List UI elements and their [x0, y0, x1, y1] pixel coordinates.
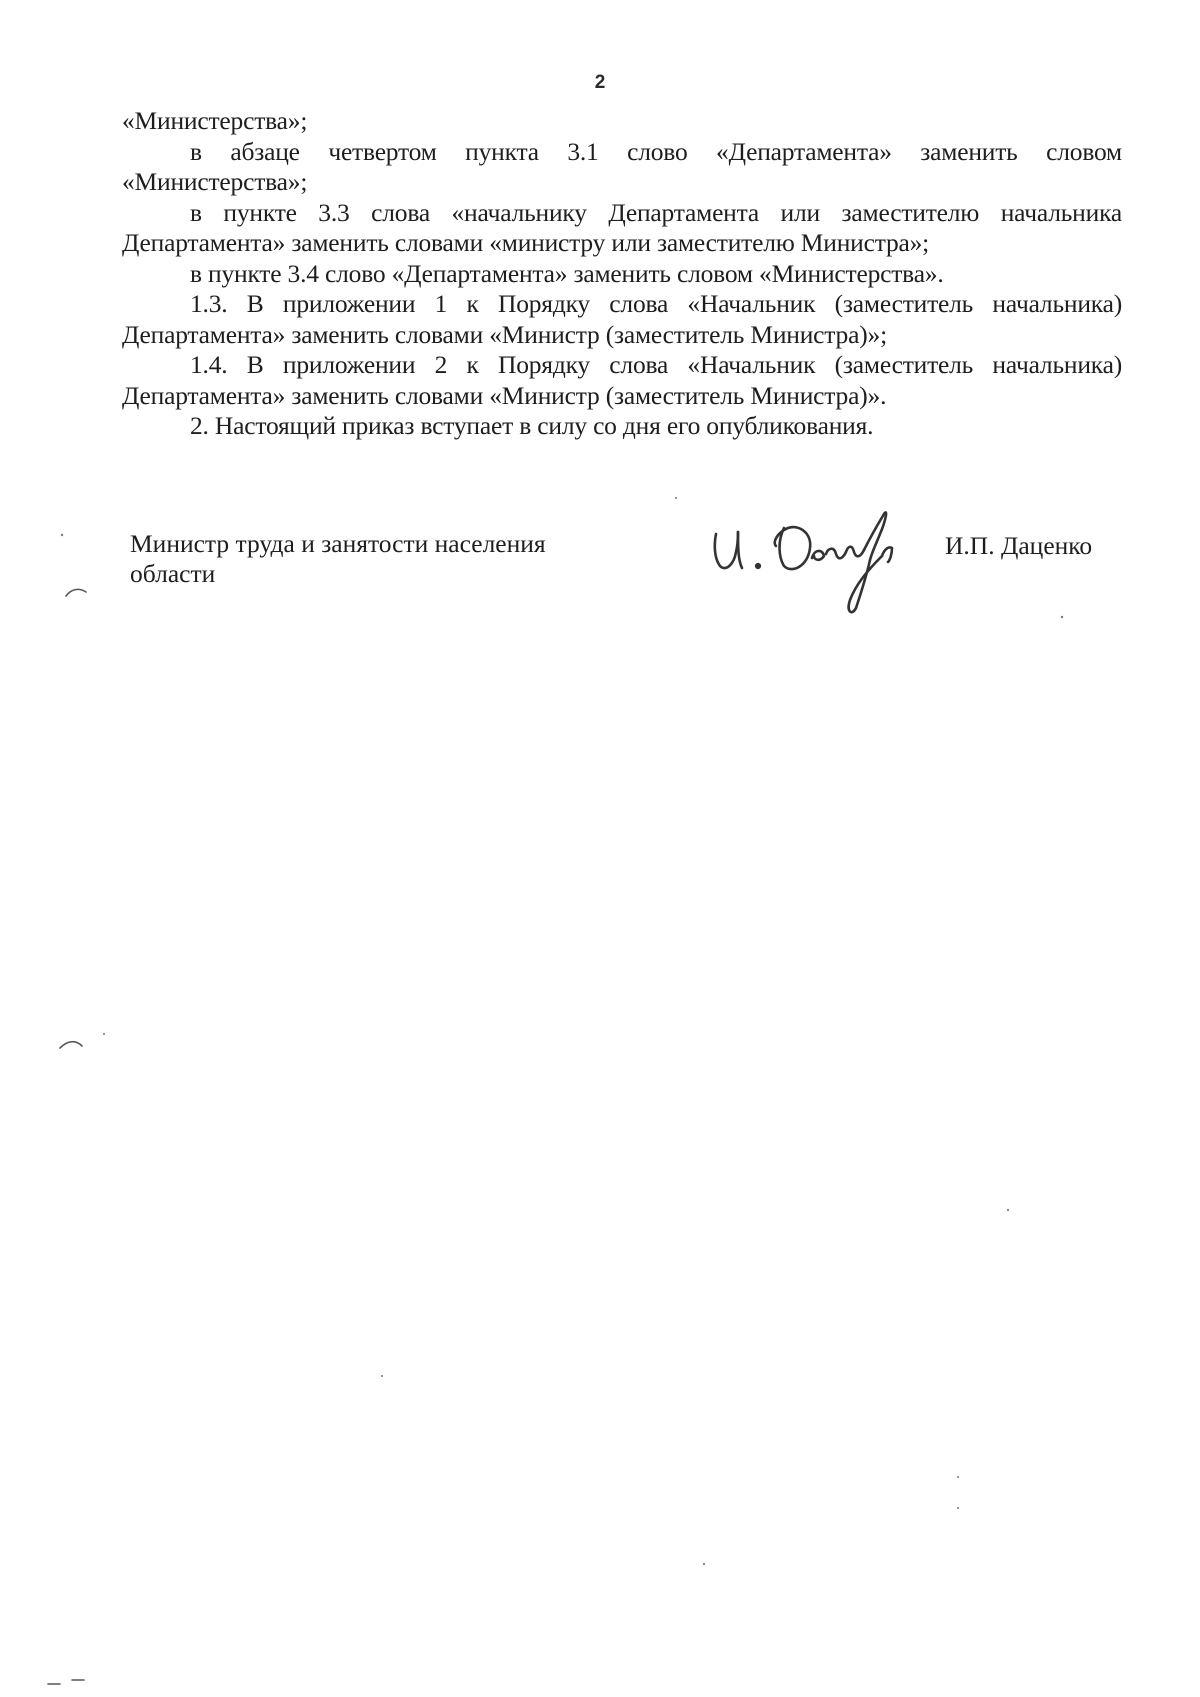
paragraph-7: 2. Настоящий приказ вступает в силу со дня его опубликования. — [190, 411, 874, 440]
signatory-position — [130, 529, 690, 589]
paragraph-5: 1.3. В приложении 1 к Порядку слова «Начальник (заместитель начальника) Департамента» заменить словами «Министр (заместитель Министра)»; — [122, 289, 1122, 349]
paragraph-4: в пункте 3.4 слово «Департамента» заменить словом «Министерства». — [190, 258, 944, 288]
page-number: 2 — [594, 72, 606, 93]
signatory-position-line-2: области — [130, 559, 216, 588]
paragraph-6: 1.4. В приложении 2 к Порядку слова «Начальник (заместитель начальника) Департамента» заменить словами «Министр (заместитель Министра)». — [122, 350, 1122, 410]
handwritten-signature-icon — [700, 500, 930, 620]
paragraph-2: в абзаце четвертом пункта 3.1 слово «Департамента» заменить словом «Министерства»; — [122, 136, 1122, 196]
paragraph-3: в пункте 3.3 слова «начальнику Департамента или заместителю начальника Департамента» заменить словами «министру или заместителю Министра»; — [122, 197, 1122, 257]
signatory-position-line-1: Министр труда и занятости населения — [130, 529, 546, 558]
signatory-name: И.П. Даценко — [945, 531, 1093, 560]
paragraph-1: «Министерства»; — [122, 106, 308, 135]
signature-block — [0, 0, 1200, 700]
